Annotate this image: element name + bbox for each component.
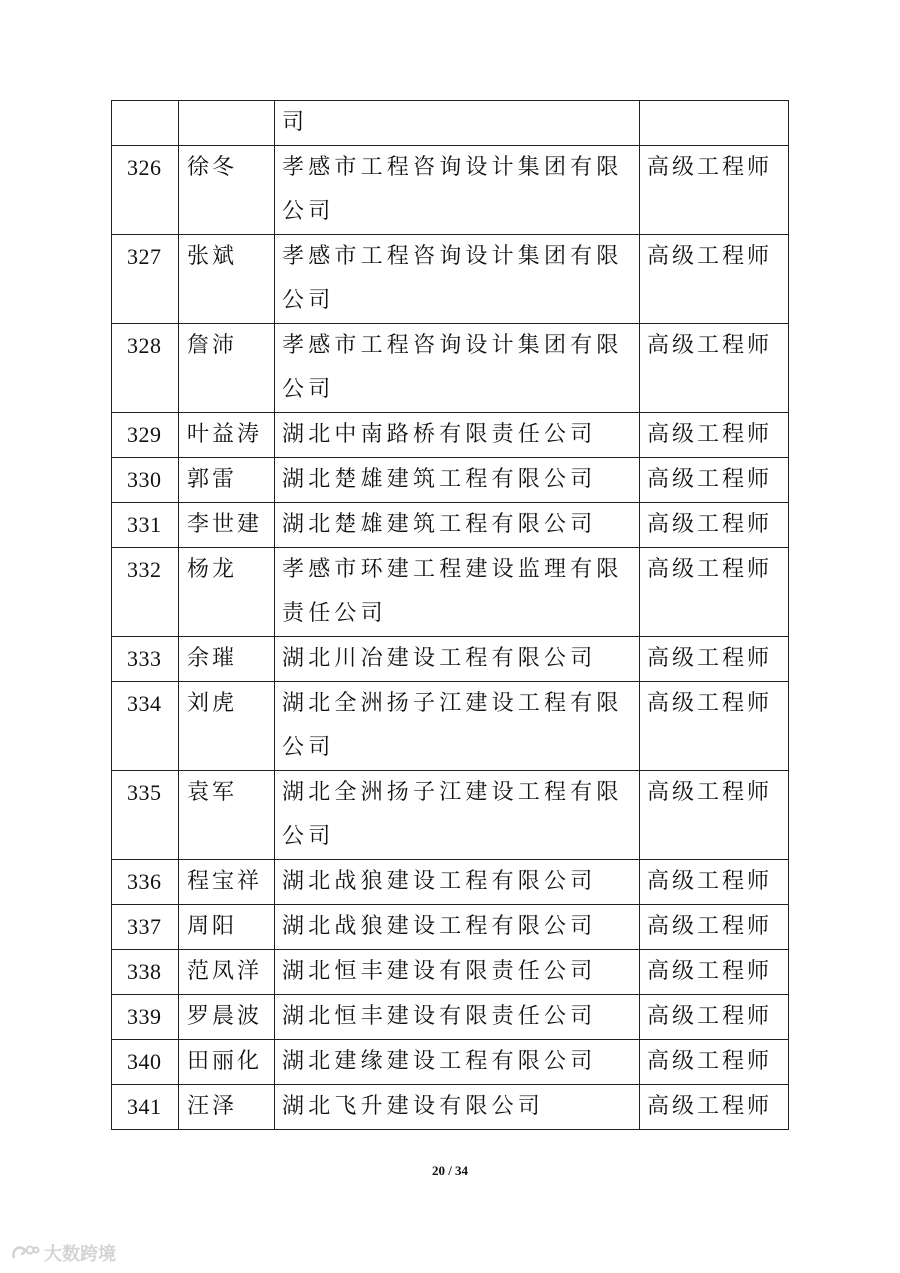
cell-name: 张斌 (179, 235, 275, 324)
cell-no: 337 (112, 905, 179, 950)
table-row (112, 548, 789, 637)
cell-name: 汪泽 (179, 1085, 275, 1130)
page-number: 20 / 34 (431, 1163, 469, 1178)
cell-title: 高级工程师 (640, 413, 789, 458)
cell-org: 湖北全洲扬子江建设工程有限公司 (275, 771, 640, 860)
table-row (112, 235, 789, 324)
cell-name: 叶益涛 (179, 413, 275, 458)
cell-name: 袁军 (179, 771, 275, 860)
cell-org: 湖北川冶建设工程有限公司 (275, 637, 640, 682)
table-row (112, 324, 789, 413)
cell-org: 湖北恒丰建设有限责任公司 (275, 950, 640, 995)
cell-no: 330 (112, 458, 179, 503)
cell-org: 湖北建缘建设工程有限公司 (275, 1040, 640, 1085)
watermark (10, 1240, 116, 1266)
table-row (112, 146, 789, 235)
cell-name: 田丽化 (179, 1040, 275, 1085)
cell-title: 高级工程师 (640, 1085, 789, 1130)
table-row (112, 1085, 789, 1130)
cell-name: 范凤洋 (179, 950, 275, 995)
cell-title: 高级工程师 (640, 324, 789, 413)
cell-title: 高级工程师 (640, 146, 789, 235)
cell-org: 湖北全洲扬子江建设工程有限公司 (275, 682, 640, 771)
cell-title (640, 101, 789, 146)
cell-title: 高级工程师 (640, 503, 789, 548)
cell-no (112, 101, 179, 146)
cell-title: 高级工程师 (640, 235, 789, 324)
cell-no: 334 (112, 682, 179, 771)
table-row (112, 637, 789, 682)
cell-no: 340 (112, 1040, 179, 1085)
cell-name: 余璀 (179, 637, 275, 682)
cell-name: 詹沛 (179, 324, 275, 413)
cell-no: 329 (112, 413, 179, 458)
cell-org: 湖北中南路桥有限责任公司 (275, 413, 640, 458)
cell-title: 高级工程师 (640, 860, 789, 905)
cell-title: 高级工程师 (640, 682, 789, 771)
cell-no: 326 (112, 146, 179, 235)
roster-table (111, 100, 789, 1130)
cell-no: 332 (112, 548, 179, 637)
cell-name: 程宝祥 (179, 860, 275, 905)
table-row (112, 905, 789, 950)
table-row (112, 682, 789, 771)
cell-no: 341 (112, 1085, 179, 1130)
cell-name: 郭雷 (179, 458, 275, 503)
cell-name (179, 101, 275, 146)
cell-name: 周阳 (179, 905, 275, 950)
cell-no: 327 (112, 235, 179, 324)
cell-org: 湖北楚雄建筑工程有限公司 (275, 458, 640, 503)
cell-no: 339 (112, 995, 179, 1040)
cell-name: 徐冬 (179, 146, 275, 235)
roster-body (112, 101, 789, 1130)
table-row (112, 503, 789, 548)
cell-name: 刘虎 (179, 682, 275, 771)
table-row (112, 458, 789, 503)
table-row (112, 950, 789, 995)
cell-org: 孝感市工程咨询设计集团有限公司 (275, 324, 640, 413)
table-row (112, 1040, 789, 1085)
cell-no: 336 (112, 860, 179, 905)
cell-title: 高级工程师 (640, 1040, 789, 1085)
cell-name: 罗晨波 (179, 995, 275, 1040)
cell-no: 333 (112, 637, 179, 682)
cell-org: 湖北战狼建设工程有限公司 (275, 905, 640, 950)
cell-org: 孝感市工程咨询设计集团有限公司 (275, 146, 640, 235)
table-row (112, 995, 789, 1040)
cell-org: 湖北楚雄建筑工程有限公司 (275, 503, 640, 548)
cell-no: 331 (112, 503, 179, 548)
cell-title: 高级工程师 (640, 771, 789, 860)
cell-no: 328 (112, 324, 179, 413)
cell-title: 高级工程师 (640, 905, 789, 950)
table-row (112, 413, 789, 458)
logo-swirl-icon (10, 1242, 40, 1264)
cell-org: 湖北恒丰建设有限责任公司 (275, 995, 640, 1040)
cell-title: 高级工程师 (640, 548, 789, 637)
cell-org: 孝感市环建工程建设监理有限责任公司 (275, 548, 640, 637)
cell-name: 李世建 (179, 503, 275, 548)
watermark-text: 大数跨境 (44, 1244, 116, 1265)
cell-no: 335 (112, 771, 179, 860)
cell-title: 高级工程师 (640, 950, 789, 995)
cell-org: 司 (275, 101, 640, 146)
table-row (112, 771, 789, 860)
cell-org: 湖北飞升建设有限公司 (275, 1085, 640, 1130)
cell-org: 孝感市工程咨询设计集团有限公司 (275, 235, 640, 324)
table-row (112, 860, 789, 905)
cell-title: 高级工程师 (640, 637, 789, 682)
cell-no: 338 (112, 950, 179, 995)
table-row-continuation (112, 101, 789, 146)
cell-org: 湖北战狼建设工程有限公司 (275, 860, 640, 905)
cell-title: 高级工程师 (640, 458, 789, 503)
cell-name: 杨龙 (179, 548, 275, 637)
cell-title: 高级工程师 (640, 995, 789, 1040)
